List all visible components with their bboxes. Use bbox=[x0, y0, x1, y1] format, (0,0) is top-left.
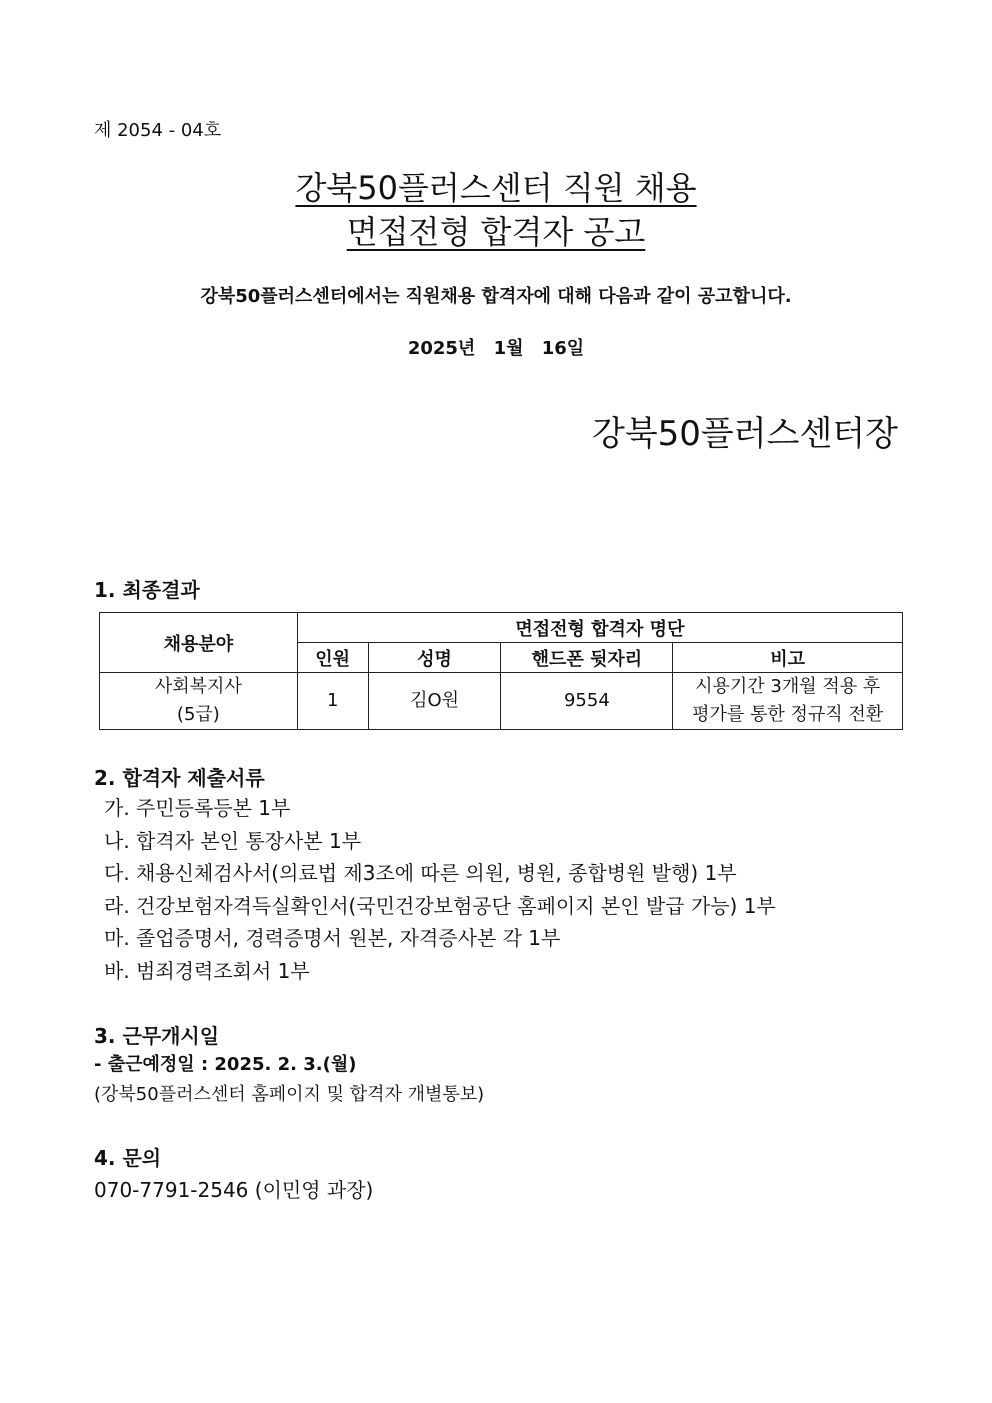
contact-info: 070-7791-2546 (이민영 과장) bbox=[94, 1178, 374, 1202]
table-row bbox=[100, 673, 903, 730]
header-field: 채용분야 bbox=[100, 613, 298, 673]
list-item: 가. 주민등록등본 1부 bbox=[104, 796, 291, 820]
cell-field: 사회복지사 (5급) bbox=[100, 673, 298, 730]
result-table bbox=[99, 612, 903, 730]
title-line-2: 면접전형 합격자 공고 bbox=[346, 213, 646, 251]
cell-note: 시용기간 3개월 적용 후 평가를 통한 정규직 전환 bbox=[673, 673, 903, 730]
start-note: (강북50플러스센터 홈페이지 및 합격자 개별통보) bbox=[94, 1084, 485, 1105]
document-list bbox=[104, 792, 776, 988]
cell-count: 1 bbox=[297, 673, 368, 730]
list-item: 마. 졸업증명서, 경력증명서 원본, 자격증사본 각 1부 bbox=[104, 926, 561, 951]
header-note: 비고 bbox=[673, 643, 903, 673]
list-item: 라. 건강보험자격득실확인서(국민건강보험공단 홈페이지 본인 발급 가능) 1부 bbox=[104, 893, 776, 918]
header-name: 성명 bbox=[368, 643, 501, 673]
section-3-heading: 3. 근무개시일 bbox=[94, 1024, 220, 1048]
header-count: 인원 bbox=[297, 643, 368, 673]
list-item: 다. 채용신체검사서(의료법 제3조에 따른 의원, 병원, 종합병원 발행) 1부 bbox=[104, 861, 737, 886]
start-date: - 출근예정일 : 2025. 2. 3.(월) bbox=[94, 1054, 357, 1075]
section-2-heading: 2. 합격자 제출서류 bbox=[94, 766, 265, 790]
announcement-date: 2025년 1월 16일 bbox=[407, 338, 585, 359]
section-4-heading: 4. 문의 bbox=[94, 1146, 162, 1170]
cell-phone: 9554 bbox=[501, 673, 673, 730]
signer: 강북50플러스센터장 bbox=[591, 414, 898, 454]
section-1-heading: 1. 최종결과 bbox=[94, 578, 200, 602]
header-group: 면접전형 합격자 명단 bbox=[297, 613, 902, 643]
document-number: 제 2054 - 04호 bbox=[94, 120, 222, 141]
title-line-1: 강북50플러스센터 직원 채용 bbox=[295, 169, 697, 207]
list-item: 바. 범죄경력조회서 1부 bbox=[104, 958, 310, 983]
cell-name: 김O원 bbox=[368, 673, 501, 730]
header-phone: 핸드폰 뒷자리 bbox=[501, 643, 673, 673]
intro-text: 강북50플러스센터에서는 직원채용 합격자에 대해 다음과 같이 공고합니다. bbox=[200, 286, 792, 307]
list-item: 나. 합격자 본인 통장사본 1부 bbox=[104, 828, 362, 853]
